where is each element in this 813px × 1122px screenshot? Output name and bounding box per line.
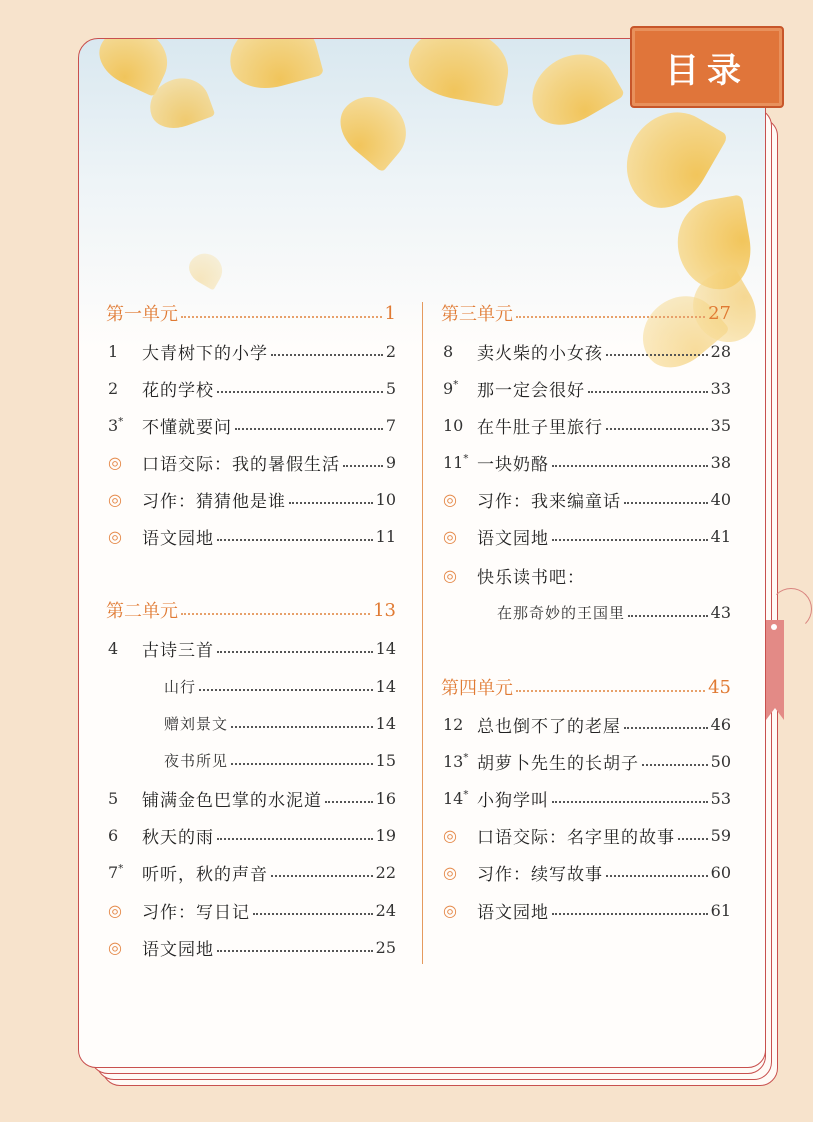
entry-title: 花的学校 (142, 380, 214, 401)
dot-leader (325, 801, 373, 803)
ginkgo-leaf-icon (404, 38, 515, 107)
page-number: 60 (710, 862, 731, 882)
dot-leader (642, 764, 708, 766)
page-number: 16 (375, 788, 396, 808)
dot-leader (289, 502, 373, 504)
toc-sub-entry[interactable] (441, 599, 731, 625)
toc-lesson-entry[interactable] (441, 375, 731, 401)
toc-sub-entry[interactable] (106, 710, 396, 736)
entry-title: 古诗三首 (142, 640, 214, 661)
dot-leader (552, 913, 708, 915)
dot-leader (217, 651, 373, 653)
lesson-number: 8 (443, 341, 454, 361)
lesson-number: 13* (443, 751, 469, 771)
page-number: 35 (710, 415, 731, 435)
dot-leader (217, 838, 373, 840)
lesson-number: 12 (443, 714, 464, 734)
page-number: 14 (375, 676, 396, 696)
dot-leader (217, 391, 383, 393)
page-number: 53 (710, 788, 731, 808)
dot-leader (271, 875, 373, 877)
entry-title: 语文园地 (477, 902, 549, 923)
dot-leader (606, 428, 708, 430)
ginkgo-leaf-icon (329, 83, 420, 172)
dot-leader (199, 689, 373, 691)
dot-leader (231, 726, 373, 728)
page-number: 38 (710, 452, 731, 472)
dot-leader (552, 801, 708, 803)
ginkgo-leaf-icon (519, 40, 625, 138)
bullseye-icon: ◎ (108, 900, 122, 920)
dot-leader (516, 690, 705, 692)
entry-title: 山行 (164, 677, 197, 696)
entry-title: 赠刘景文 (164, 714, 229, 733)
toc-lesson-entry[interactable] (441, 711, 731, 737)
page-number: 15 (375, 750, 396, 770)
book-pages (78, 38, 776, 1084)
toc-section-entry[interactable] (106, 934, 396, 960)
dot-leader (181, 316, 382, 318)
dot-leader (678, 838, 708, 840)
page-number: 45 (708, 676, 731, 698)
dot-leader (253, 913, 373, 915)
toc-lesson-entry[interactable] (106, 822, 396, 848)
page-number: 28 (710, 341, 731, 361)
toc-section-entry[interactable] (106, 449, 396, 475)
page-number: 40 (710, 489, 731, 509)
page-number: 19 (375, 825, 396, 845)
dot-leader (606, 875, 708, 877)
toc-lesson-entry[interactable] (106, 338, 396, 364)
entry-title: 卖火柴的小女孩 (477, 343, 603, 364)
bullseye-icon: ◎ (443, 526, 457, 546)
toc-unit-heading[interactable] (441, 674, 731, 700)
toc-unit-heading[interactable] (106, 597, 396, 623)
dot-leader (217, 539, 373, 541)
entry-title: 语文园地 (477, 528, 549, 549)
dot-leader (552, 465, 708, 467)
entry-title: 习作：写日记 (142, 902, 250, 923)
page-number: 25 (375, 937, 396, 957)
dot-leader (516, 316, 705, 318)
bookmark-hole (771, 624, 777, 630)
entry-title: 习作：续写故事 (477, 864, 603, 885)
dot-leader (624, 502, 708, 504)
bullseye-icon: ◎ (108, 452, 122, 472)
page-number: 14 (375, 638, 396, 658)
entry-title: 口语交际：名字里的故事 (477, 827, 675, 848)
optional-star-icon: * (463, 752, 469, 764)
bullseye-icon: ◎ (443, 900, 457, 920)
entry-title: 铺满金色巴掌的水泥道 (142, 790, 322, 811)
lesson-number: 14* (443, 788, 469, 808)
page-number: 50 (710, 751, 731, 771)
unit-label: 第四单元 (441, 678, 513, 699)
toc-lesson-entry[interactable] (441, 412, 731, 438)
dot-leader (271, 354, 383, 356)
optional-star-icon: * (453, 379, 459, 391)
dot-leader (343, 465, 383, 467)
page-number: 13 (373, 599, 396, 621)
ginkgo-leaf-icon (184, 248, 228, 291)
toc-lesson-entry[interactable] (441, 748, 731, 774)
page-number: 11 (375, 526, 396, 546)
entry-title: 习作：我来编童话 (477, 491, 621, 512)
entry-title: 快乐读书吧： (477, 567, 585, 588)
entry-title: 语文园地 (142, 939, 214, 960)
toc-section-entry[interactable] (441, 822, 731, 848)
bullseye-icon: ◎ (443, 565, 457, 585)
toc-lesson-entry[interactable] (106, 412, 396, 438)
entry-title: 在牛肚子里旅行 (477, 417, 603, 438)
toc-lesson-entry[interactable] (106, 785, 396, 811)
toc-sub-entry[interactable] (106, 673, 396, 699)
page-number: 1 (384, 302, 396, 324)
page-number: 24 (375, 900, 396, 920)
dot-leader (235, 428, 383, 430)
toc-lesson-entry[interactable] (441, 338, 731, 364)
entry-title: 语文园地 (142, 528, 214, 549)
bullseye-icon: ◎ (443, 862, 457, 882)
page-number: 41 (710, 526, 731, 546)
page-number: 9 (385, 452, 396, 472)
entry-title: 在那奇妙的王国里 (497, 603, 626, 622)
entry-title: 习作：猜猜他是谁 (142, 491, 286, 512)
toc-section-entry[interactable] (441, 562, 731, 588)
toc-section-entry[interactable] (441, 523, 731, 549)
bullseye-icon: ◎ (443, 825, 457, 845)
page-number: 43 (710, 602, 731, 622)
entry-title: 总也倒不了的老屋 (477, 716, 621, 737)
optional-star-icon: * (463, 789, 469, 801)
toc-section-entry[interactable] (441, 897, 731, 923)
dot-leader (181, 613, 370, 615)
toc-section-entry[interactable] (441, 486, 731, 512)
page-number: 22 (375, 862, 396, 882)
entry-title: 口语交际：我的暑假生活 (142, 454, 340, 475)
page-number: 7 (385, 415, 396, 435)
entry-title: 一块奶酪 (477, 454, 549, 475)
page-number: 2 (385, 341, 396, 361)
optional-star-icon: * (463, 453, 469, 465)
bookmark-icon (766, 620, 784, 720)
page-title (630, 26, 784, 108)
toc-lesson-entry[interactable] (106, 635, 396, 661)
entry-title: 不懂就要问 (142, 417, 232, 438)
dot-leader (628, 615, 708, 617)
page-number: 61 (710, 900, 731, 920)
page-number: 33 (710, 378, 731, 398)
toc-lesson-entry[interactable] (441, 785, 731, 811)
toc-section-entry[interactable] (441, 859, 731, 885)
entry-title: 夜书所见 (164, 751, 229, 770)
unit-label: 第一单元 (106, 304, 178, 325)
entry-title: 大青树下的小学 (142, 343, 268, 364)
page-title-text: 目录 (665, 50, 749, 91)
page-number: 59 (710, 825, 731, 845)
dot-leader (552, 539, 708, 541)
lesson-number: 6 (108, 825, 119, 845)
page-number: 27 (708, 302, 731, 324)
bullseye-icon: ◎ (443, 489, 457, 509)
column-divider (422, 302, 423, 964)
toc-sub-entry[interactable] (106, 747, 396, 773)
lesson-number: 10 (443, 415, 464, 435)
page-number: 14 (375, 713, 396, 733)
lesson-number: 7* (108, 862, 124, 882)
lesson-number: 4 (108, 638, 119, 658)
dot-leader (231, 763, 373, 765)
dot-leader (606, 354, 708, 356)
page-number: 10 (375, 489, 396, 509)
lesson-number: 2 (108, 378, 119, 398)
entry-title: 秋天的雨 (142, 827, 214, 848)
lesson-number: 11* (443, 452, 469, 472)
lesson-number: 1 (108, 341, 119, 361)
lesson-number: 5 (108, 788, 119, 808)
bullseye-icon: ◎ (108, 937, 122, 957)
lesson-number: 9* (443, 378, 459, 398)
unit-label: 第二单元 (106, 601, 178, 622)
dot-leader (588, 391, 708, 393)
toc-section-entry[interactable] (106, 897, 396, 923)
page-number: 46 (710, 714, 731, 734)
toc-lesson-entry[interactable] (441, 449, 731, 475)
toc-unit-heading[interactable] (106, 300, 396, 326)
lesson-number: 3* (108, 415, 124, 435)
toc-lesson-entry[interactable] (106, 375, 396, 401)
dot-leader (217, 950, 373, 952)
toc-section-entry[interactable] (106, 523, 396, 549)
optional-star-icon: * (118, 416, 124, 428)
dot-leader (624, 727, 708, 729)
entry-title: 听听，秋的声音 (142, 864, 268, 885)
page-number: 5 (385, 378, 396, 398)
bullseye-icon: ◎ (108, 526, 122, 546)
unit-label: 第三单元 (441, 304, 513, 325)
entry-title: 那一定会很好 (477, 380, 585, 401)
entry-title: 小狗学叫 (477, 790, 549, 811)
entry-title: 胡萝卜先生的长胡子 (477, 753, 639, 774)
bullseye-icon: ◎ (108, 489, 122, 509)
ginkgo-leaf-icon (222, 38, 324, 97)
toc-unit-heading[interactable] (441, 300, 731, 326)
toc-lesson-entry[interactable] (106, 859, 396, 885)
toc-section-entry[interactable] (106, 486, 396, 512)
optional-star-icon: * (118, 863, 124, 875)
